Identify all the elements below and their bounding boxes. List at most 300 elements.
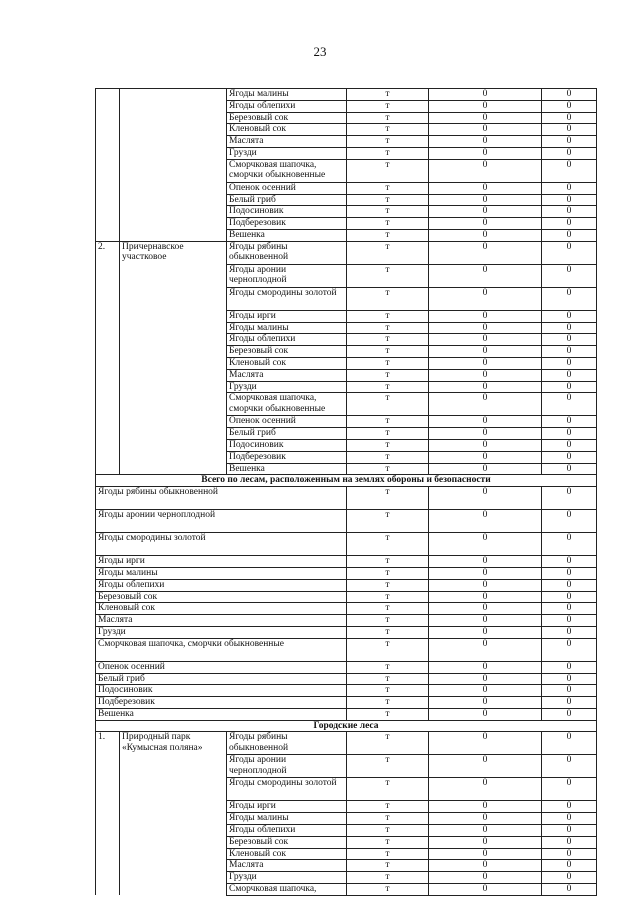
- unit-cell: т: [347, 241, 429, 264]
- table-row: [96, 381, 597, 393]
- value-cell: 0: [542, 124, 597, 136]
- value-cell: 0: [429, 229, 542, 241]
- table-row: [96, 428, 597, 440]
- row-number: [96, 100, 120, 112]
- table-row: [96, 89, 597, 101]
- value-cell: 0: [429, 615, 542, 627]
- value-cell: 0: [429, 685, 542, 697]
- resource-name: Сморчковая шапочка,: [227, 884, 347, 896]
- district-name: [120, 369, 227, 381]
- value-cell: 0: [429, 451, 542, 463]
- district-name: [120, 428, 227, 440]
- value-cell: 0: [542, 567, 597, 579]
- resource-name: Ягоды малины: [96, 567, 347, 579]
- row-number: [96, 836, 120, 848]
- value-cell: 0: [429, 813, 542, 825]
- unit-cell: т: [347, 147, 429, 159]
- district-name: [120, 89, 227, 101]
- value-cell: 0: [542, 638, 597, 661]
- row-number: [96, 381, 120, 393]
- value-cell: 0: [542, 428, 597, 440]
- page-number: 23: [313, 44, 327, 59]
- table-row: [96, 533, 597, 556]
- resource-name: Ягоды ирги: [227, 801, 347, 813]
- table-row: [96, 848, 597, 860]
- value-cell: 0: [542, 229, 597, 241]
- table-row: [96, 603, 597, 615]
- value-cell: 0: [429, 732, 542, 755]
- district-name: [120, 755, 227, 778]
- resource-name: Ягоды смородины золотой: [227, 778, 347, 801]
- value-cell: 0: [542, 89, 597, 101]
- table-row: [96, 136, 597, 148]
- table-row: [96, 264, 597, 287]
- value-cell: 0: [429, 533, 542, 556]
- resource-name: Ягоды смородины золотой: [96, 533, 347, 556]
- unit-cell: т: [347, 194, 429, 206]
- value-cell: 0: [429, 310, 542, 322]
- district-name: Природный парк «Кумысная поляна»: [120, 732, 227, 755]
- value-cell: 0: [429, 416, 542, 428]
- value-cell: 0: [542, 533, 597, 556]
- district-name: [120, 206, 227, 218]
- resource-name: Подосиновик: [227, 439, 347, 451]
- resource-name: Ягоды облепихи: [227, 100, 347, 112]
- unit-cell: т: [347, 661, 429, 673]
- district-name: [120, 848, 227, 860]
- unit-cell: т: [347, 112, 429, 124]
- resource-name: Грузди: [227, 381, 347, 393]
- value-cell: 0: [429, 147, 542, 159]
- row-number: [96, 416, 120, 428]
- resource-name: Грузди: [96, 626, 347, 638]
- value-cell: 0: [429, 603, 542, 615]
- value-cell: 0: [429, 182, 542, 194]
- district-name: [120, 801, 227, 813]
- value-cell: 0: [429, 755, 542, 778]
- value-cell: 0: [542, 159, 597, 182]
- table-body: [96, 89, 597, 896]
- value-cell: 0: [542, 206, 597, 218]
- value-cell: 0: [429, 825, 542, 837]
- table-row: [96, 310, 597, 322]
- unit-cell: т: [347, 357, 429, 369]
- table-row: [96, 241, 597, 264]
- value-cell: 0: [429, 369, 542, 381]
- table-row: [96, 556, 597, 568]
- table-row: [96, 884, 597, 896]
- row-number: [96, 159, 120, 182]
- value-cell: 0: [542, 310, 597, 322]
- table-row: [96, 732, 597, 755]
- table-row: [96, 346, 597, 358]
- table-row: [96, 778, 597, 801]
- row-number: [96, 872, 120, 884]
- district-name: [120, 416, 227, 428]
- resource-name: Грузди: [227, 872, 347, 884]
- resource-name: Березовый сок: [96, 591, 347, 603]
- table-row: [96, 322, 597, 334]
- row-number: 1.: [96, 732, 120, 755]
- value-cell: 0: [429, 357, 542, 369]
- district-name: [120, 778, 227, 801]
- value-cell: 0: [542, 801, 597, 813]
- row-number: 2.: [96, 241, 120, 264]
- unit-cell: т: [347, 579, 429, 591]
- resource-name: Березовый сок: [227, 836, 347, 848]
- district-name: [120, 287, 227, 310]
- value-cell: 0: [429, 591, 542, 603]
- unit-cell: т: [347, 428, 429, 440]
- value-cell: 0: [542, 778, 597, 801]
- unit-cell: т: [347, 615, 429, 627]
- district-name: [120, 310, 227, 322]
- resource-name: Белый гриб: [96, 673, 347, 685]
- row-number: [96, 825, 120, 837]
- value-cell: 0: [429, 206, 542, 218]
- section-header-row: [96, 720, 597, 732]
- table-row: [96, 357, 597, 369]
- value-cell: 0: [429, 836, 542, 848]
- row-number: [96, 346, 120, 358]
- row-number: [96, 393, 120, 416]
- resource-name: Кленовый сок: [227, 848, 347, 860]
- resource-name: Ягоды малины: [227, 813, 347, 825]
- table-row: [96, 755, 597, 778]
- district-name: [120, 334, 227, 346]
- district-name: [120, 825, 227, 837]
- table-row: [96, 697, 597, 709]
- district-name: [120, 357, 227, 369]
- value-cell: 0: [542, 147, 597, 159]
- value-cell: 0: [542, 322, 597, 334]
- district-name: [120, 100, 227, 112]
- resource-name: Белый гриб: [227, 194, 347, 206]
- value-cell: 0: [542, 393, 597, 416]
- unit-cell: т: [347, 264, 429, 287]
- district-name: [120, 147, 227, 159]
- resource-name: Подберезовик: [96, 697, 347, 709]
- value-cell: 0: [542, 708, 597, 720]
- district-name: [120, 451, 227, 463]
- table-row: [96, 591, 597, 603]
- unit-cell: т: [347, 369, 429, 381]
- unit-cell: т: [347, 732, 429, 755]
- value-cell: 0: [429, 194, 542, 206]
- row-number: [96, 147, 120, 159]
- value-cell: 0: [429, 673, 542, 685]
- value-cell: 0: [429, 100, 542, 112]
- value-cell: 0: [542, 884, 597, 896]
- value-cell: 0: [542, 182, 597, 194]
- value-cell: 0: [429, 112, 542, 124]
- resource-name: Ягоды аронии черноплодной: [227, 755, 347, 778]
- unit-cell: т: [347, 638, 429, 661]
- table-row: [96, 872, 597, 884]
- resource-name: Подберезовик: [227, 451, 347, 463]
- value-cell: 0: [429, 124, 542, 136]
- unit-cell: т: [347, 884, 429, 896]
- row-number: [96, 463, 120, 475]
- table-row: [96, 638, 597, 661]
- value-cell: 0: [542, 416, 597, 428]
- table-row: [96, 813, 597, 825]
- resource-name: Ягоды рябины обыкновенной: [227, 732, 347, 755]
- value-cell: 0: [429, 661, 542, 673]
- resource-name: Ягоды ирги: [96, 556, 347, 568]
- resource-name: Маслята: [227, 860, 347, 872]
- unit-cell: т: [347, 872, 429, 884]
- row-number: [96, 218, 120, 230]
- unit-cell: т: [347, 124, 429, 136]
- row-number: [96, 124, 120, 136]
- row-number: [96, 264, 120, 287]
- district-name: [120, 229, 227, 241]
- row-number: [96, 439, 120, 451]
- value-cell: 0: [542, 369, 597, 381]
- district-name: [120, 393, 227, 416]
- value-cell: 0: [429, 860, 542, 872]
- row-number: [96, 310, 120, 322]
- table-row: [96, 579, 597, 591]
- resource-name: Опенок осенний: [227, 182, 347, 194]
- district-name: [120, 264, 227, 287]
- resource-name: Ягоды малины: [227, 89, 347, 101]
- resource-name: Вешенка: [96, 708, 347, 720]
- district-name: [120, 322, 227, 334]
- unit-cell: т: [347, 100, 429, 112]
- resource-name: Ягоды аронии черноплодной: [227, 264, 347, 287]
- value-cell: 0: [542, 860, 597, 872]
- value-cell: 0: [429, 579, 542, 591]
- value-cell: 0: [429, 218, 542, 230]
- resource-name: Маслята: [96, 615, 347, 627]
- district-name: [120, 124, 227, 136]
- row-number: [96, 194, 120, 206]
- value-cell: 0: [542, 661, 597, 673]
- unit-cell: т: [347, 439, 429, 451]
- value-cell: 0: [542, 451, 597, 463]
- row-number: [96, 89, 120, 101]
- value-cell: 0: [542, 697, 597, 709]
- unit-cell: т: [347, 685, 429, 697]
- value-cell: 0: [429, 778, 542, 801]
- table-row: [96, 206, 597, 218]
- value-cell: 0: [542, 872, 597, 884]
- unit-cell: т: [347, 487, 429, 510]
- table-row: [96, 229, 597, 241]
- unit-cell: т: [347, 381, 429, 393]
- resource-name: Кленовый сок: [96, 603, 347, 615]
- unit-cell: т: [347, 346, 429, 358]
- value-cell: 0: [429, 626, 542, 638]
- district-name: [120, 194, 227, 206]
- resource-name: Березовый сок: [227, 112, 347, 124]
- resource-name: Сморчковая шапочка, сморчки обыкновенные: [227, 393, 347, 416]
- table-row: [96, 615, 597, 627]
- value-cell: 0: [542, 732, 597, 755]
- value-cell: 0: [542, 241, 597, 264]
- resource-name: Ягоды аронии черноплодной: [96, 510, 347, 533]
- row-number: [96, 334, 120, 346]
- table-row: [96, 100, 597, 112]
- unit-cell: т: [347, 159, 429, 182]
- value-cell: 0: [542, 685, 597, 697]
- unit-cell: т: [347, 206, 429, 218]
- value-cell: 0: [429, 556, 542, 568]
- value-cell: 0: [429, 334, 542, 346]
- table-row: [96, 194, 597, 206]
- unit-cell: т: [347, 697, 429, 709]
- value-cell: 0: [542, 813, 597, 825]
- table-row: [96, 147, 597, 159]
- unit-cell: т: [347, 510, 429, 533]
- row-number: [96, 369, 120, 381]
- district-name: [120, 872, 227, 884]
- value-cell: 0: [542, 194, 597, 206]
- value-cell: 0: [542, 100, 597, 112]
- value-cell: 0: [429, 487, 542, 510]
- value-cell: 0: [542, 615, 597, 627]
- value-cell: 0: [429, 872, 542, 884]
- unit-cell: т: [347, 836, 429, 848]
- value-cell: 0: [542, 836, 597, 848]
- value-cell: 0: [542, 579, 597, 591]
- row-number: [96, 778, 120, 801]
- unit-cell: т: [347, 626, 429, 638]
- value-cell: 0: [429, 159, 542, 182]
- district-name: [120, 346, 227, 358]
- unit-cell: т: [347, 778, 429, 801]
- table-row: [96, 416, 597, 428]
- value-cell: 0: [429, 638, 542, 661]
- table-row: [96, 451, 597, 463]
- value-cell: 0: [429, 708, 542, 720]
- value-cell: 0: [429, 567, 542, 579]
- resource-name: Вешенка: [227, 463, 347, 475]
- row-number: [96, 884, 120, 896]
- unit-cell: т: [347, 416, 429, 428]
- district-name: [120, 182, 227, 194]
- table-row: [96, 626, 597, 638]
- unit-cell: т: [347, 825, 429, 837]
- value-cell: 0: [542, 334, 597, 346]
- table-row: [96, 510, 597, 533]
- row-number: [96, 322, 120, 334]
- district-name: [120, 813, 227, 825]
- value-cell: 0: [542, 463, 597, 475]
- unit-cell: т: [347, 89, 429, 101]
- district-name: [120, 884, 227, 896]
- table-row: [96, 685, 597, 697]
- resource-table: [95, 88, 597, 896]
- unit-cell: т: [347, 708, 429, 720]
- row-number: [96, 755, 120, 778]
- section-header-row: [96, 475, 597, 487]
- value-cell: 0: [429, 801, 542, 813]
- value-cell: 0: [429, 393, 542, 416]
- value-cell: 0: [542, 591, 597, 603]
- unit-cell: т: [347, 813, 429, 825]
- resource-name: Маслята: [227, 136, 347, 148]
- resource-name: Кленовый сок: [227, 124, 347, 136]
- resource-name: Березовый сок: [227, 346, 347, 358]
- district-name: [120, 218, 227, 230]
- resource-name: Ягоды облепихи: [96, 579, 347, 591]
- value-cell: 0: [429, 89, 542, 101]
- table-row: [96, 124, 597, 136]
- value-cell: 0: [429, 884, 542, 896]
- unit-cell: т: [347, 310, 429, 322]
- resource-name: Сморчковая шапочка, сморчки обыкновенные: [227, 159, 347, 182]
- district-name: [120, 381, 227, 393]
- unit-cell: т: [347, 182, 429, 194]
- table-row: [96, 825, 597, 837]
- resource-name: Опенок осенний: [227, 416, 347, 428]
- value-cell: 0: [429, 697, 542, 709]
- unit-cell: т: [347, 393, 429, 416]
- row-number: [96, 428, 120, 440]
- resource-name: Ягоды облепихи: [227, 334, 347, 346]
- table-row: [96, 112, 597, 124]
- unit-cell: т: [347, 556, 429, 568]
- table-row: [96, 439, 597, 451]
- row-number: [96, 451, 120, 463]
- row-number: [96, 136, 120, 148]
- district-name: [120, 136, 227, 148]
- district-name: [120, 112, 227, 124]
- unit-cell: т: [347, 860, 429, 872]
- section-title: Городские леса: [96, 720, 597, 732]
- row-number: [96, 287, 120, 310]
- value-cell: 0: [542, 510, 597, 533]
- table-row: [96, 218, 597, 230]
- table-row: [96, 463, 597, 475]
- district-name: [120, 439, 227, 451]
- district-name: [120, 860, 227, 872]
- resource-name: Ягоды рябины обыкновенной: [96, 487, 347, 510]
- row-number: [96, 112, 120, 124]
- table-row: [96, 860, 597, 872]
- resource-name: Подберезовик: [227, 218, 347, 230]
- resource-name: Ягоды смородины золотой: [227, 287, 347, 310]
- value-cell: 0: [542, 556, 597, 568]
- unit-cell: т: [347, 848, 429, 860]
- unit-cell: т: [347, 755, 429, 778]
- value-cell: 0: [542, 287, 597, 310]
- value-cell: 0: [429, 848, 542, 860]
- value-cell: 0: [542, 357, 597, 369]
- unit-cell: т: [347, 673, 429, 685]
- unit-cell: т: [347, 603, 429, 615]
- resource-name: Сморчковая шапочка, сморчки обыкновенные: [96, 638, 347, 661]
- value-cell: 0: [542, 755, 597, 778]
- row-number: [96, 848, 120, 860]
- value-cell: 0: [429, 463, 542, 475]
- table-row: [96, 708, 597, 720]
- row-number: [96, 801, 120, 813]
- unit-cell: т: [347, 287, 429, 310]
- unit-cell: т: [347, 463, 429, 475]
- table-row: [96, 369, 597, 381]
- unit-cell: т: [347, 322, 429, 334]
- value-cell: 0: [429, 287, 542, 310]
- value-cell: 0: [542, 825, 597, 837]
- unit-cell: т: [347, 567, 429, 579]
- unit-cell: т: [347, 591, 429, 603]
- table-row: [96, 159, 597, 182]
- district-name: [120, 159, 227, 182]
